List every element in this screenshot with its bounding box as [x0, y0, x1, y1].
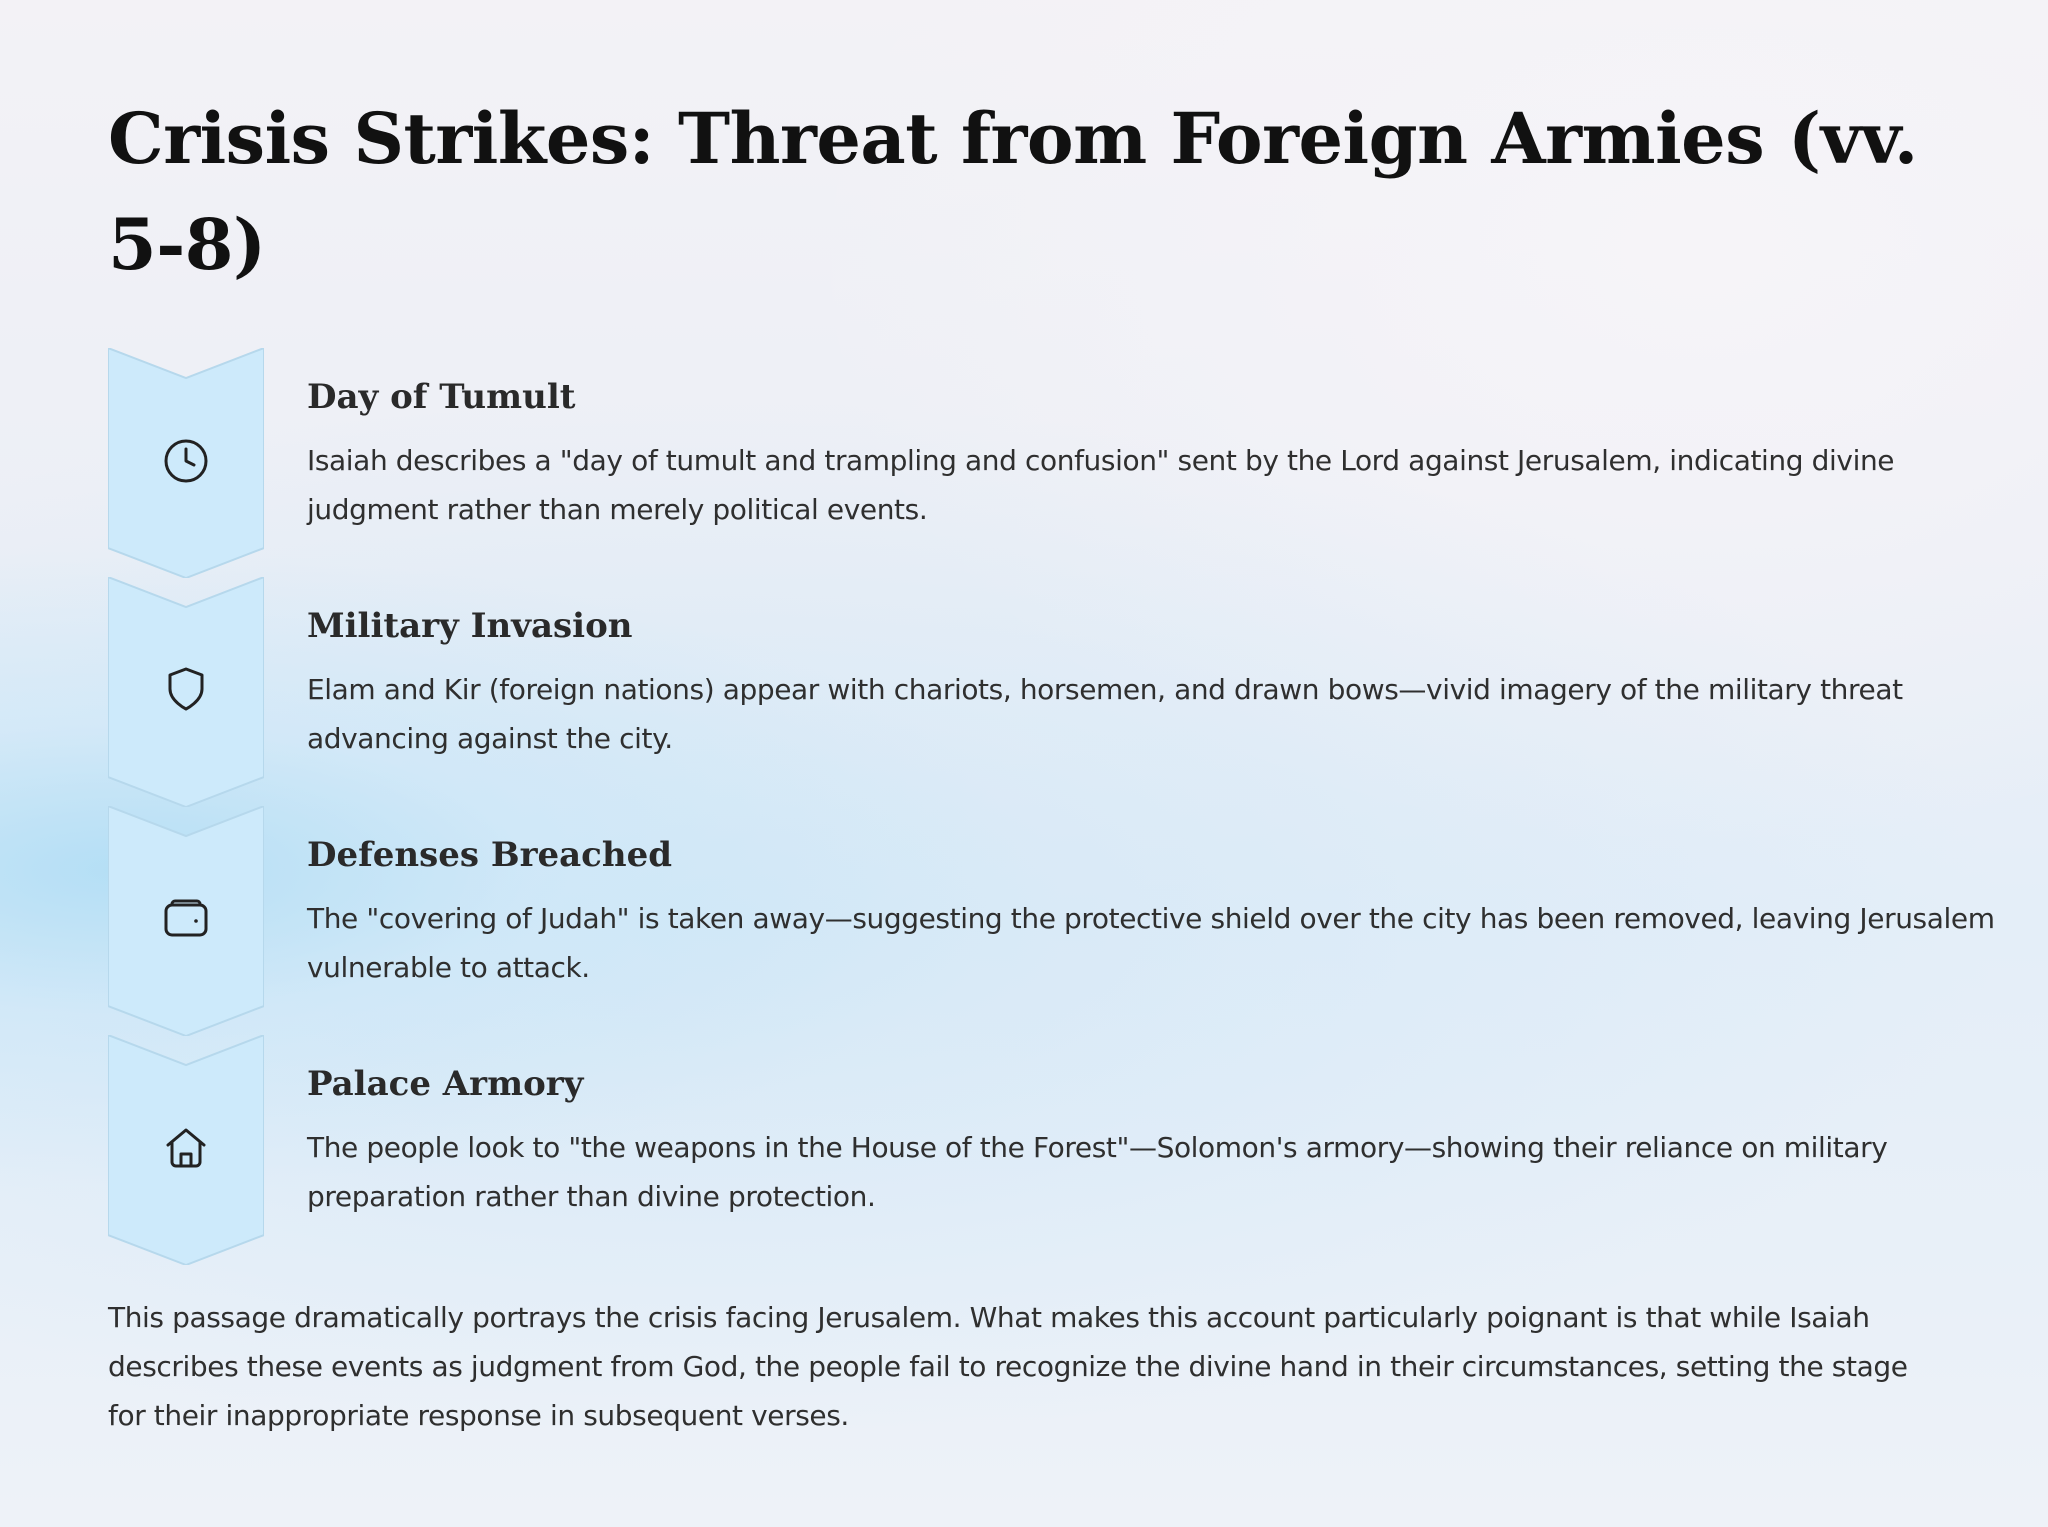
- step-content: [307, 832, 2007, 992]
- wallet-icon: [162, 895, 210, 943]
- timeline: [108, 348, 1995, 1264]
- step-title: Defenses Breached: [307, 835, 672, 875]
- timeline-step-military-invasion: [108, 577, 1948, 806]
- timeline-step-defenses-breached: [108, 806, 1995, 1035]
- step-description: Isaiah describes a "day of tumult and trampling and confusion" sent by the Lord against Jerusalem, indicating divine judgment rather than merely political events.: [307, 444, 1895, 526]
- page-title: Crisis Strikes: Threat from Foreign Armies (vv. 5-8): [108, 97, 1918, 286]
- step-content: [307, 603, 2007, 763]
- step-title: Day of Tumult: [307, 377, 576, 417]
- step-content: [307, 1061, 2007, 1221]
- step-title: Palace Armory: [307, 1064, 584, 1104]
- timeline-step-palace-armory: [108, 1035, 1948, 1264]
- home-icon: [162, 1124, 210, 1172]
- step-title: Military Invasion: [307, 606, 633, 646]
- clock-icon: [162, 437, 210, 485]
- shield-icon: [162, 665, 210, 713]
- step-description: The "covering of Judah" is taken away—suggesting the protective shield over the city has been removed, leaving Jerusalem vulnerable to attack.: [307, 902, 1995, 984]
- step-description: The people look to "the weapons in the House of the Forest"—Solomon's armory—showing their reliance on military preparation rather than divine protection.: [307, 1131, 1888, 1213]
- step-description: Elam and Kir (foreign nations) appear with chariots, horsemen, and drawn bows—vivid imagery of the military threat advancing against the city.: [307, 673, 1903, 755]
- step-content: [307, 374, 2007, 534]
- timeline-step-day-of-tumult: [108, 348, 1948, 577]
- summary-paragraph: This passage dramatically portrays the crisis facing Jerusalem. What makes this account particularly poignant is that while Isaiah describes these events as judgment from God, the people fail to recognize the divine hand in their circumstances, setting the stage for their inappropriate response in subsequent verses.: [108, 1301, 1908, 1432]
